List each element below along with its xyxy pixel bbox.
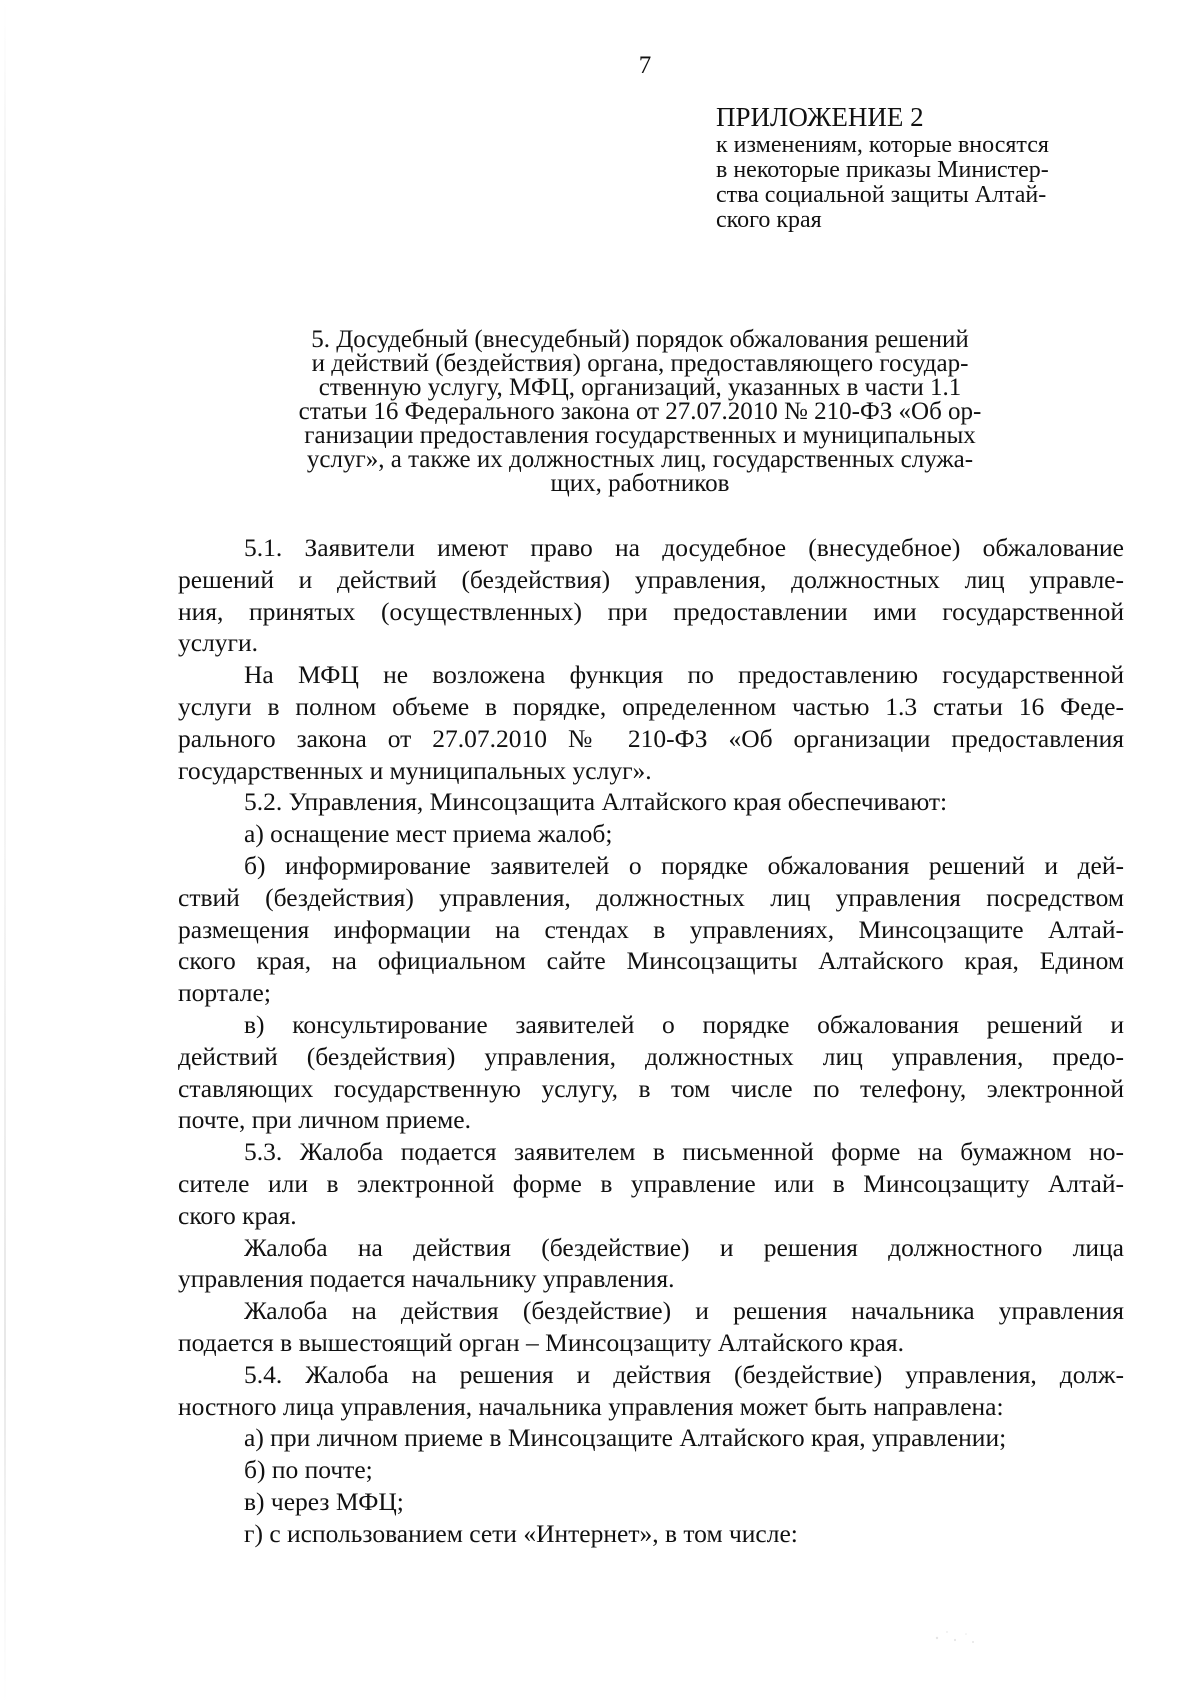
text-line: 5.4. Жалоба на решения и действия (бездействие) управления, долж- xyxy=(244,1359,1124,1389)
paragraph-5-1 xyxy=(178,532,1124,659)
text-line: размещения информации на стендах в управлениях, Минсоцзащите Алтай- xyxy=(178,914,1124,944)
paragraph-complaint-head xyxy=(178,1295,1124,1359)
paragraph-5-4 xyxy=(178,1359,1124,1423)
paragraph-mfc xyxy=(178,659,1124,786)
body-text xyxy=(178,532,1124,1550)
list-item-b-mail xyxy=(178,1454,1124,1486)
text-line: услуги. xyxy=(178,628,259,658)
text-line: ствий (бездействия) управления, должностных лиц управления посредством xyxy=(178,882,1124,912)
text-line: 5.3. Жалоба подается заявителем в письменной форме на бумажном но- xyxy=(244,1137,1124,1167)
list-item-v-mfc xyxy=(178,1486,1124,1518)
appendix-block xyxy=(716,102,1136,233)
text-line: ставляющих государственную услугу, в том числе по телефону, электронной xyxy=(178,1073,1124,1103)
appendix-line: ства социальной защиты Алтай- xyxy=(716,182,1047,208)
text-line: решений и действий (бездействия) управления, должностных лиц управле- xyxy=(178,564,1124,594)
appendix-line: в некоторые приказы Министер- xyxy=(716,157,1049,183)
heading-line: щих, работников xyxy=(550,470,730,497)
text-line: почте, при личном приеме. xyxy=(178,1105,472,1135)
appendix-title: ПРИЛОЖЕНИЕ 2 xyxy=(716,102,924,132)
paragraph-complaint-official xyxy=(178,1232,1124,1296)
text-line: в) консультирование заявителей о порядке обжалования решений и xyxy=(244,1009,1124,1039)
heading-line: ганизации предоставления государственных и муниципальных xyxy=(304,422,976,449)
appendix-line: к изменениям, которые вносятся xyxy=(716,132,1049,158)
heading-line: 5. Досудебный (внесудебный) порядок обжалования решений xyxy=(311,326,969,353)
list-item-a xyxy=(178,818,1124,850)
scan-smudge xyxy=(925,1620,985,1650)
text-line: 5.2. Управления, Минсоцзащита Алтайского края обеспечивают: xyxy=(244,787,948,817)
heading-line: и действий (бездействия) органа, предоставляющего государ- xyxy=(311,350,969,377)
appendix-line: ского края xyxy=(716,207,822,233)
text-line: сителе или в электронной форме в управление или в Минсоцзащиту Алтай- xyxy=(178,1168,1124,1198)
list-item-v xyxy=(178,1009,1124,1136)
text-line: г) с использованием сети «Интернет», в том числе: xyxy=(244,1518,798,1548)
list-item-g-internet xyxy=(178,1518,1124,1550)
text-line: в) через МФЦ; xyxy=(244,1486,404,1516)
text-line: действий (бездействия) управления, должностных лиц управления, предо- xyxy=(178,1041,1124,1071)
text-line: государственных и муниципальных услуг». xyxy=(178,755,652,785)
text-line: Жалоба на действия (бездействие) и решения должностного лица xyxy=(244,1232,1124,1262)
text-line: ния, принятых (осуществленных) при предоставлении ими государственной xyxy=(178,596,1124,626)
text-line: а) оснащение мест приема жалоб; xyxy=(244,819,613,849)
page-number: 7 xyxy=(638,52,652,79)
text-line: б) информирование заявителей о порядке обжалования решений и дей- xyxy=(244,850,1124,880)
paragraph-5-3 xyxy=(178,1136,1124,1231)
text-line: б) по почте; xyxy=(244,1455,373,1485)
text-line: На МФЦ не возложена функция по предоставлению государственной xyxy=(244,660,1124,690)
paragraph-5-2 xyxy=(178,786,1124,818)
heading-line: услуг», а также их должностных лиц, государственных служа- xyxy=(306,446,974,473)
list-item-a-personal xyxy=(178,1422,1124,1454)
list-item-b xyxy=(178,850,1124,1009)
text-line: а) при личном приеме в Минсоцзащите Алтайского края, управлении; xyxy=(244,1423,1007,1453)
text-line: ского края. xyxy=(178,1200,297,1230)
text-line: 5.1. Заявители имеют право на досудебное (внесудебное) обжалование xyxy=(244,533,1124,562)
heading-line: статьи 16 Федерального закона от 27.07.2010 № 210-ФЗ «Об ор- xyxy=(298,398,982,425)
text-line: управления подается начальнику управления. xyxy=(178,1264,675,1294)
text-line: Жалоба на действия (бездействие) и решения начальника управления xyxy=(244,1296,1124,1326)
heading-line: ственную услугу, МФЦ, организаций, указанных в части 1.1 xyxy=(318,374,962,401)
text-line: ностного лица управления, начальника управления может быть направлена: xyxy=(178,1391,1004,1421)
text-line: рального закона от 27.07.2010 № 210-ФЗ «Об организации предоставления xyxy=(178,723,1124,753)
text-line: услуги в полном объеме в порядке, определенном частью 1.3 статьи 16 Феде- xyxy=(178,691,1124,721)
text-line: ского края, на официальном сайте Минсоцзащиты Алтайского края, Едином xyxy=(178,946,1124,976)
scan-edge-shadow xyxy=(4,0,6,1704)
text-line: подается в вышестоящий орган – Минсоцзащиту Алтайского края. xyxy=(178,1327,905,1357)
section-heading xyxy=(240,328,1040,496)
text-line: портале; xyxy=(178,978,271,1008)
